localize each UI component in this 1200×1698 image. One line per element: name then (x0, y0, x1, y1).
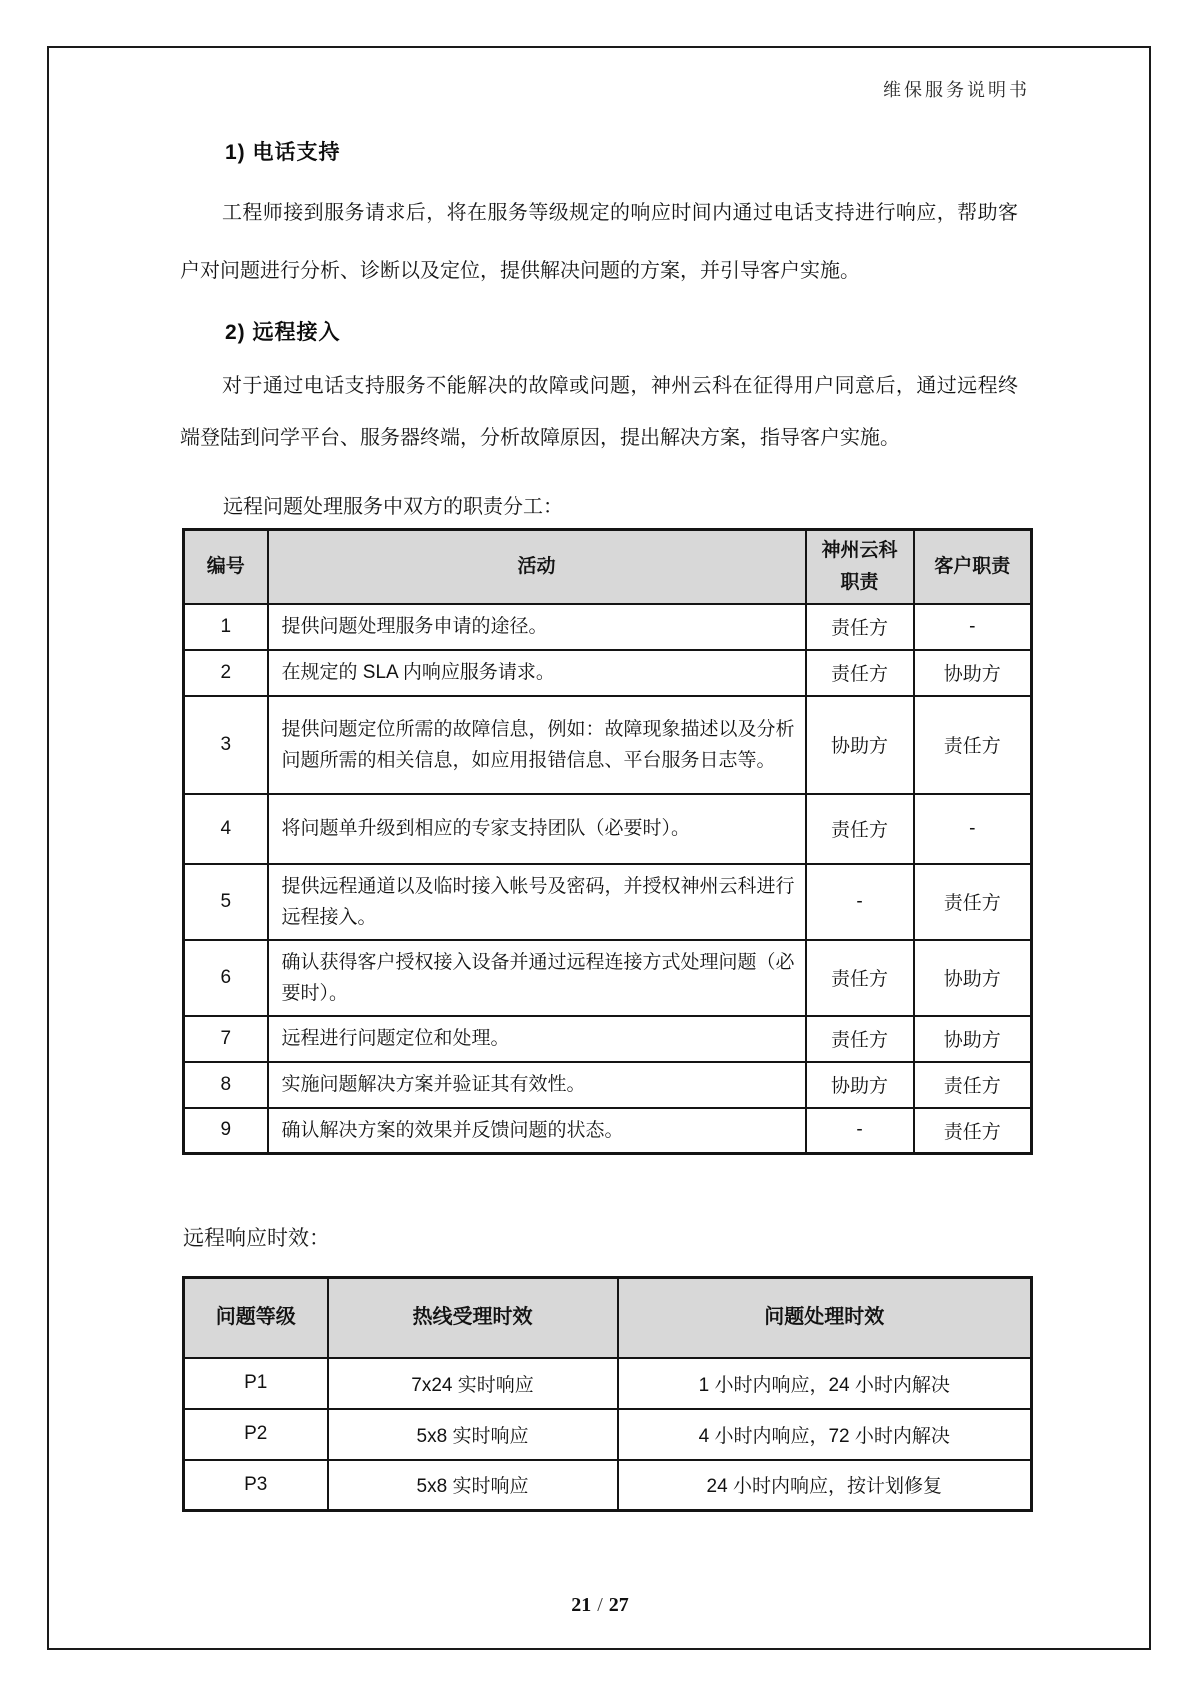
cell-handling-time: 1 小时内响应，24 小时内解决 (618, 1358, 1032, 1409)
cell-vendor-duty: 责任方 (806, 794, 914, 864)
table-row (184, 864, 1032, 940)
cell-handling-time: 24 小时内响应，按计划修复 (618, 1460, 1032, 1511)
column-header-problem-level: 问题等级 (184, 1278, 328, 1358)
cell-handling-time: 4 小时内响应，72 小时内解决 (618, 1409, 1032, 1460)
cell-vendor-duty: - (806, 1108, 914, 1154)
cell-seq: 4 (184, 794, 268, 864)
column-header-seq: 编号 (184, 530, 268, 604)
column-header-customer-duty: 客户职责 (914, 530, 1032, 604)
cell-customer-duty: - (914, 794, 1032, 864)
table-row (184, 650, 1032, 696)
cell-hotline-response: 5x8 实时响应 (328, 1460, 618, 1511)
paragraph-remote-access: 对于通过电话支持服务不能解决的故障或问题，神州云科在征得用户同意后，通过远程终端登陆到问学平台、服务器终端，分析故障原因，提出解决方案，指导客户实施。 (180, 375, 1018, 449)
table-row (184, 1358, 1032, 1409)
table-row (184, 1409, 1032, 1460)
cell-seq: 1 (184, 604, 268, 650)
cell-seq: 2 (184, 650, 268, 696)
cell-problem-level: P1 (184, 1358, 328, 1409)
cell-activity: 将问题单升级到相应的专家支持团队（必要时）。 (268, 794, 806, 864)
cell-seq: 6 (184, 940, 268, 1016)
cell-activity: 确认获得客户授权接入设备并通过远程连接方式处理问题（必要时）。 (268, 940, 806, 1016)
table-header-row (184, 1278, 1032, 1358)
cell-activity: 远程进行问题定位和处理。 (268, 1016, 806, 1062)
cell-seq: 9 (184, 1108, 268, 1154)
cell-customer-duty: 协助方 (914, 940, 1032, 1016)
cell-seq: 5 (184, 864, 268, 940)
column-header-hotline-response: 热线受理时效 (328, 1278, 618, 1358)
cell-customer-duty: 责任方 (914, 864, 1032, 940)
cell-seq: 8 (184, 1062, 268, 1108)
table-row (184, 940, 1032, 1016)
cell-vendor-duty: 责任方 (806, 604, 914, 650)
table-row (184, 794, 1032, 864)
cell-vendor-duty: 协助方 (806, 696, 914, 794)
cell-activity: 确认解决方案的效果并反馈问题的状态。 (268, 1108, 806, 1154)
cell-activity: 提供远程通道以及临时接入帐号及密码，并授权神州云科进行远程接入。 (268, 864, 806, 940)
cell-hotline-response: 7x24 实时响应 (328, 1358, 618, 1409)
table-header-row (184, 530, 1032, 604)
page-number-footer (0, 1594, 1200, 1617)
table-row (184, 1108, 1032, 1154)
cell-hotline-response: 5x8 实时响应 (328, 1409, 618, 1460)
sla-section-label: 远程响应时效： (183, 1227, 330, 1250)
total-page-number: 27 (608, 1594, 629, 1616)
cell-activity: 提供问题处理服务申请的途径。 (268, 604, 806, 650)
section-heading-phone-support: 1) 电话支持 (225, 141, 341, 164)
column-header-handling-time: 问题处理时效 (618, 1278, 1032, 1358)
column-header-activity: 活动 (268, 530, 806, 604)
sla-table (182, 1276, 1033, 1512)
cell-vendor-duty: 责任方 (806, 940, 914, 1016)
cell-problem-level: P3 (184, 1460, 328, 1511)
cell-seq: 7 (184, 1016, 268, 1062)
cell-activity: 在规定的 SLA 内响应服务请求。 (268, 650, 806, 696)
table-row (184, 1460, 1032, 1511)
table-row (184, 604, 1032, 650)
paragraph-phone-support: 工程师接到服务请求后，将在服务等级规定的响应时间内通过电话支持进行响应，帮助客户对问题进行分析、诊断以及定位，提供解决问题的方案，并引导客户实施。 (180, 202, 1018, 282)
cell-problem-level: P2 (184, 1409, 328, 1460)
cell-customer-duty: 责任方 (914, 1062, 1032, 1108)
cell-customer-duty: 责任方 (914, 696, 1032, 794)
current-page-number: 21 (571, 1594, 592, 1616)
cell-vendor-duty: 协助方 (806, 1062, 914, 1108)
cell-customer-duty: 协助方 (914, 1016, 1032, 1062)
cell-customer-duty: 责任方 (914, 1108, 1032, 1154)
cell-activity: 实施问题解决方案并验证其有效性。 (268, 1062, 806, 1108)
responsibility-table-intro: 远程问题处理服务中双方的职责分工： (223, 496, 563, 518)
cell-customer-duty: - (914, 604, 1032, 650)
document-header-title: 维保服务说明书 (883, 80, 1030, 100)
table-row (184, 696, 1032, 794)
table-row (184, 1062, 1032, 1108)
table-row (184, 1016, 1032, 1062)
page-number-separator: / (597, 1594, 603, 1616)
cell-vendor-duty: 责任方 (806, 650, 914, 696)
column-header-vendor-duty: 神州云科职责 (806, 530, 914, 604)
cell-activity: 提供问题定位所需的故障信息，例如：故障现象描述以及分析问题所需的相关信息，如应用报错信息、平台服务日志等。 (268, 696, 806, 794)
cell-seq: 3 (184, 696, 268, 794)
cell-vendor-duty: - (806, 864, 914, 940)
cell-vendor-duty: 责任方 (806, 1016, 914, 1062)
responsibility-table (182, 528, 1033, 1155)
section-heading-remote-access: 2) 远程接入 (225, 321, 341, 344)
cell-customer-duty: 协助方 (914, 650, 1032, 696)
